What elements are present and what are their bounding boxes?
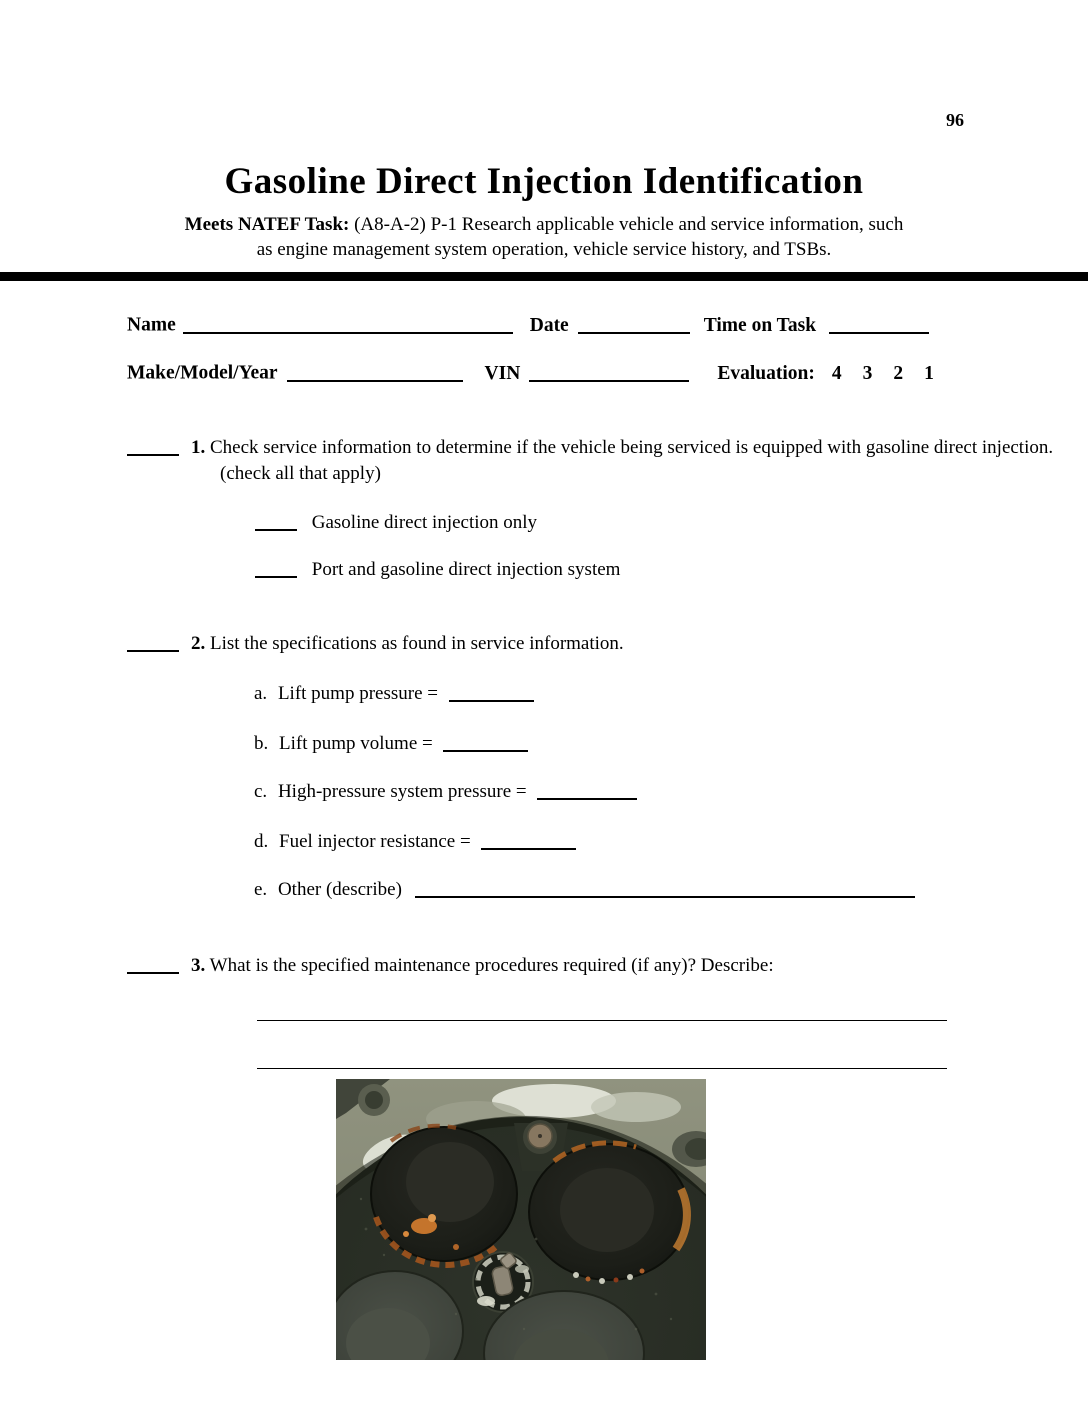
spec-item-d <box>254 826 576 855</box>
time-on-task-blank <box>829 312 929 334</box>
question-1-score-blank <box>127 435 179 456</box>
question-3-number: 3. <box>191 955 206 976</box>
evaluation-score-1: 1 <box>924 362 934 384</box>
spec-item-c-blank <box>537 779 637 800</box>
spec-item-b-letter: b. <box>254 733 269 754</box>
date-blank <box>578 312 690 334</box>
spec-item-d-letter: d. <box>254 831 269 852</box>
option-1-label: Gasoline direct injection only <box>311 512 538 533</box>
evaluation-score-2: 2 <box>893 362 904 384</box>
evaluation-score-3: 3 <box>862 362 873 384</box>
spec-item-b-blank <box>443 731 528 752</box>
question-1 <box>127 432 1060 487</box>
spec-item-b-text: Lift pump volume = <box>279 733 433 754</box>
spec-item-a-blank <box>449 681 534 702</box>
natef-task-text-line1: (A8-A-2) P-1 Research applicable vehicle and service information, such <box>354 214 904 235</box>
question-3-text: What is the specified maintenance procedures required (if any)? Describe: <box>209 955 774 976</box>
question-1-number: 1. <box>191 437 206 458</box>
form-row-name-date-time <box>127 309 929 337</box>
option-2-check-blank <box>255 557 297 578</box>
question-2-score-blank <box>127 631 179 652</box>
spec-item-e-text: Other (describe) <box>277 879 402 900</box>
form-row-vehicle-evaluation <box>127 357 934 385</box>
name-blank <box>183 312 513 334</box>
header-divider <box>0 272 1088 281</box>
evaluation-label: Evaluation: <box>717 362 815 384</box>
date-label: Date <box>529 314 569 336</box>
spec-item-c-text: High-pressure system pressure = <box>277 781 527 802</box>
page-number: 96 <box>946 110 964 130</box>
cylinder-head-photo <box>336 1079 706 1360</box>
spec-item-d-text: Fuel injector resistance = <box>279 831 471 852</box>
natef-task-statement <box>0 212 1088 262</box>
spec-item-a <box>254 678 534 707</box>
question-2-number: 2. <box>191 633 206 654</box>
page-title: Gasoline Direct Injection Identification <box>224 161 864 202</box>
natef-task-text-line2: as engine management system operation, vehicle service history, and TSBs. <box>256 239 832 260</box>
spec-item-e <box>254 874 915 903</box>
option-2-label: Port and gasoline direct injection system <box>311 559 621 580</box>
answer-line-2 <box>257 1068 947 1069</box>
question-2 <box>127 628 1060 657</box>
question-1-option-1 <box>255 507 537 536</box>
spec-item-d-blank <box>481 829 576 850</box>
name-label: Name <box>127 314 176 336</box>
spec-item-e-letter: e. <box>254 879 268 900</box>
evaluation-score-4: 4 <box>831 362 842 384</box>
question-1-option-2 <box>255 554 620 583</box>
answer-line-1 <box>257 1020 947 1021</box>
vin-label: VIN <box>484 362 521 384</box>
spec-item-e-blank <box>415 877 915 898</box>
make-model-year-blank <box>287 360 463 382</box>
spec-item-a-text: Lift pump pressure = <box>277 683 438 704</box>
question-2-text: List the specifications as found in service information. <box>210 633 624 654</box>
option-1-check-blank <box>255 510 297 531</box>
natef-task-label: Meets NATEF Task: <box>184 214 350 235</box>
vin-blank <box>529 360 689 382</box>
spec-item-a-letter: a. <box>254 683 268 704</box>
question-1-text: Check service information to determine if the vehicle being serviced is equipped with gasoline direct injection. (check all that apply) <box>210 437 1054 484</box>
question-3 <box>127 950 1060 979</box>
time-on-task-label: Time on Task <box>703 314 817 336</box>
spec-item-c <box>254 776 637 805</box>
spec-item-c-letter: c. <box>254 781 268 802</box>
make-model-year-label: Make/Model/Year <box>127 362 278 384</box>
question-3-score-blank <box>127 953 179 974</box>
spec-item-b <box>254 728 528 757</box>
